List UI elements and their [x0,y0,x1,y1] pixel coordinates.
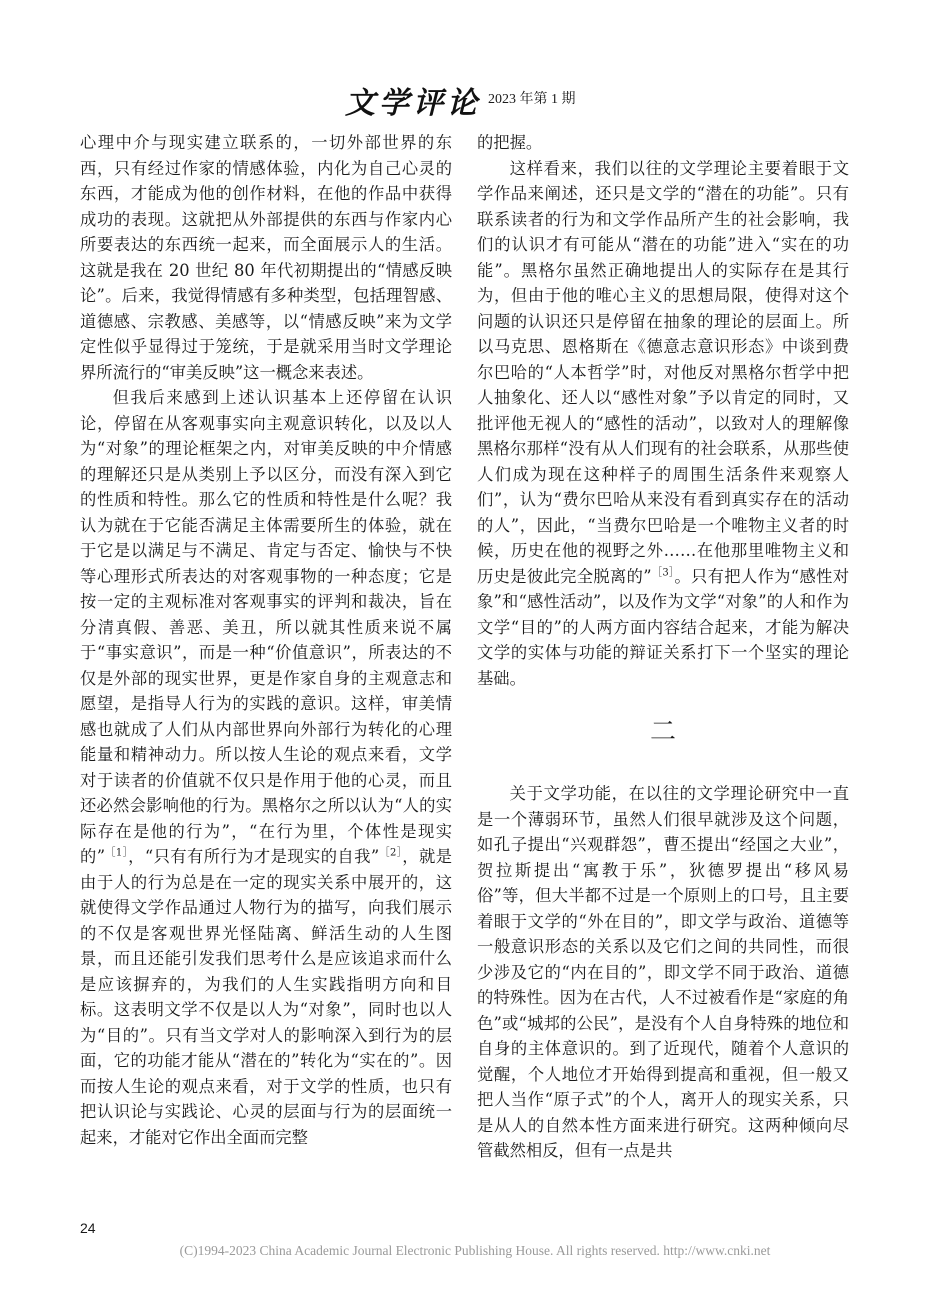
left-column [80,130,452,1150]
citation-1[interactable]: ［1］ [105,847,129,859]
citation-3[interactable]: ［3］ [651,567,675,579]
right-paragraph-1-part-b: 。只有把人作为“感性对象”和“感性活动”，以及作为文学“对象”的人和作为文学“目的”的人两方面内容结合起来，才能为解决文学的实体与功能的辩证关系打下一个坚实的理论基础。 [477,566,850,688]
citation-2[interactable]: ［2］ [379,847,403,859]
right-paragraph-1-part-a: 这样看来，我们以往的文学理论主要着眼于文学作品来阐述，还只是文学的“潜在的功能”。只有联系读者的行为和文学作品所产生的社会影响，我们的认识才有可能从“潜在的功能”进入“实在的功能”。黑格尔虽然正确地提出人的实际存在是其行为，但由于他的唯心主义的思想局限，使得对这个问题的认识还只是停留在抽象的理论的层面上。所以马克思、恩格斯在《德意志意识形态》中谈到费尔巴哈的“人本哲学”时，对他反对黑格尔哲学中把人抽象化、还人以“感性对象”予以肯定的同时，又批评他无视人的“感性的活动”，以致对人的理解像黑格尔那样“没有从人们现有的社会联系，从那些使人们成为现在这种样子的周围生活条件来观察人们”，认为“费尔巴哈从来没有看到真实存在的活动的人”，因此，“当费尔巴哈是一个唯物主义者的时候，历史在他的视野之外……在他那里唯物主义和历史是彼此完全脱离的” [477,158,849,586]
right-column [477,130,849,1164]
left-paragraph-2-part-a: 但我后来感到上述认识基本上还停留在认识论，停留在从客观事实向主观意识转化，以及以人为“对象”的理论框架之内，对审美反映的中介情感的理解还只是从类别上予以区分，而没有深入到它的性质和特性。那么它的性质和特性是什么呢？我认为就在于它能否满足主体需要所生的体验，就在于它是以满足与不满足、肯定与否定、愉快与不快等心理形式所表达的对客观事物的一种态度；它是按一定的主观标准对客观事实的评判和裁决，旨在分清真假、善恶、美丑，所以就其性质来说不属于“事实意识”，而是一种“价值意识”，所表达的不仅是外部的现实世界，更是作家自身的主观意志和愿望，是指导人行为的实践的意识。这样，审美情感也就成了人们从内部世界向外部行为转化的心理能量和精神动力。所以按人生论的观点来看，文学对于读者的价值就不仅只是作用于他的心灵，而且还必然会影响他的行为。黑格尔之所以认为“人的实际存在是他的行为”，“在行为里，个体性是现实的” [80,388,452,866]
right-paragraph-2: 关于文学功能，在以往的文学理论研究中一直是一个薄弱环节，虽然人们很早就涉及这个问题，如孔子提出“兴观群怨”，曹丕提出“经国之大业”，贺拉斯提出“寓教于乐”，狄德罗提出“移风易俗”等，但大半都不过是一个原则上的口号，且主要着眼于文学的“外在目的”，即文学与政治、道德等一般意识形态的关系以及它们之间的共同性，而很少涉及它的“内在目的”，即文学不同于政治、道德的特殊性。因为在古代，人不过被看作是“家庭的角色”或“城邦的公民”，是没有个人自身特殊的地位和自身的主体意识的。到了近现代，随着个人意识的觉醒，个人地位才开始得到提高和重视，但一般又把人当作“原子式”的个人，离开人的现实关系，只是从人的自然本性方面来进行研究。这两种倾向尽管截然相反，但有一点是共 [477,784,849,1160]
left-paragraph-1: 心理中介与现实建立联系的，一切外部世界的东西，只有经过作家的情感体验，内化为自己心灵的东西，才能成为他的创作材料，在他的作品中获得成功的表现。这就把从外部提供的东西与作家内心所要表达的东西统一起来，而全面展示人的生活。这就是我在 20 世纪 80 年代初期提出的“情感反映论”。后来，我觉得情感有多种类型，包括理智感、道德感、宗教感、美感等，以“情感反映”来为文学定性似乎显得过于笼统，于是就采用当时文学理论界所流行的“审美反映”这一概念来表述。 [80,133,452,382]
left-paragraph-2 [80,385,452,1150]
copyright-footer: (C)1994-2023 China Academic Journal Electronic Publishing House. All rights reserved. http://www.cnki.net [179,1243,771,1258]
issue-label: 2023 年第 1 期 [488,92,576,107]
section-heading: 二 [649,717,676,747]
page-header [0,80,950,120]
right-paragraph-1 [477,156,849,692]
left-paragraph-2-part-b: ，“只有有所行为才是现实的自我” [128,847,380,866]
page-number: 24 [80,1220,96,1236]
left-paragraph-2-part-c: ，就是由于人的行为总是在一定的现实关系中展开的，这就使得文学作品通过人物行为的描写，向我们展示的不仅是客观世界光怪陆离、鲜活生动的人生图景，而且还能引发我们思考什么是应该追求而什么是应该摒弃的，为我们的人生实践指明方向和目标。这表明文学不仅是以人为“对象”，同时也以人为“目的”。只有当文学对人的影响深入到行为的层面，它的功能才能从“潜在的”转化为“实在的”。因而按人生论的观点来看，对于文学的性质，也只有把认识论与实践论、心灵的层面与行为的层面统一起来，才能对它作出全面而完整 [80,847,452,1147]
journal-title: 文学评论 [345,86,481,121]
right-paragraph-0: 的把握。 [477,133,543,152]
